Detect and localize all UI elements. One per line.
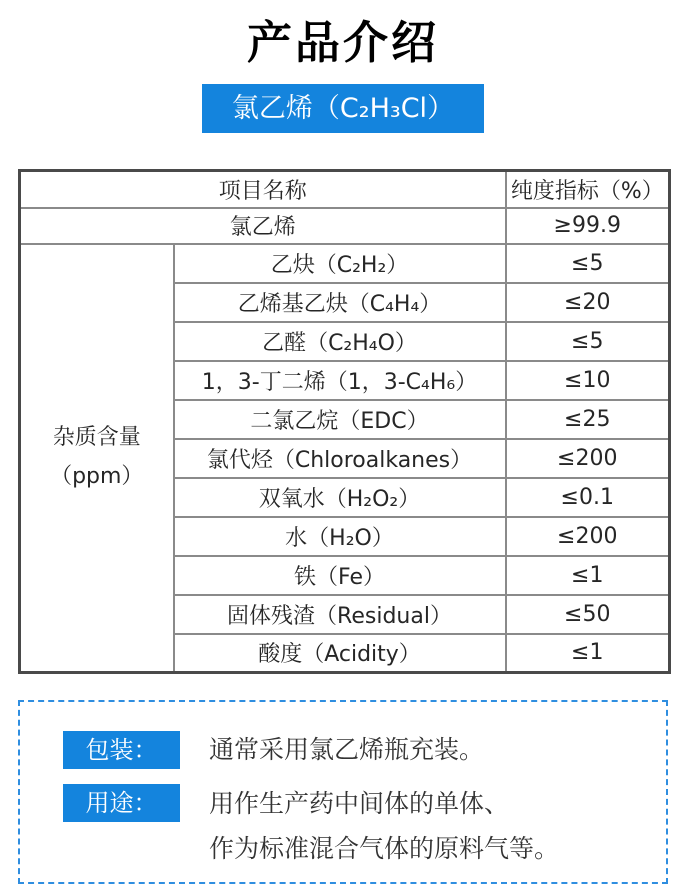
product-value-cell: ≥99.9 [506, 208, 670, 244]
impurity-value: ≤200 [506, 439, 670, 478]
product-name-cell: 氯乙烯 [20, 208, 506, 244]
impurity-value: ≤1 [506, 556, 670, 595]
usage-row [63, 784, 650, 871]
table-row [20, 244, 670, 283]
impurity-value: ≤20 [506, 283, 670, 322]
impurity-value: ≤1 [506, 634, 670, 673]
usage-text-line2: 作为标准混合气体的原料气等。 [209, 834, 560, 863]
impurity-name: 酸度（Acidity） [174, 634, 506, 673]
impurity-name: 乙炔（C₂H₂） [174, 244, 506, 283]
packaging-row [63, 731, 650, 769]
impurity-value: ≤5 [506, 322, 670, 361]
packaging-text: 通常采用氯乙烯瓶充装。 [209, 735, 485, 764]
impurity-name: 氯代烃（Chloroalkanes） [174, 439, 506, 478]
usage-text [209, 781, 559, 871]
impurity-group-cell [20, 244, 174, 673]
spec-table [18, 169, 671, 674]
packaging-label-badge: 包装： [63, 731, 180, 769]
impurity-name: 1，3-丁二烯（1，3-C₄H₆） [174, 361, 506, 400]
impurity-value: ≤10 [506, 361, 670, 400]
col-header-item-name: 项目名称 [20, 171, 506, 208]
table-row-product [20, 208, 670, 244]
product-name-badge: 氯乙烯（C₂H₃Cl） [202, 84, 484, 133]
col-header-purity: 纯度指标（%） [506, 171, 670, 208]
impurity-value: ≤5 [506, 244, 670, 283]
impurity-value: ≤50 [506, 595, 670, 634]
impurity-group-label: 杂质含量 [52, 425, 141, 451]
impurity-name: 二氯乙烷（EDC） [174, 400, 506, 439]
impurity-name: 双氧水（H₂O₂） [174, 478, 506, 517]
impurity-group-unit: （ppm） [50, 463, 144, 489]
impurity-name: 水（H₂O） [174, 517, 506, 556]
impurity-value: ≤0.1 [506, 478, 670, 517]
table-header-row [20, 171, 670, 208]
impurity-value: ≤25 [506, 400, 670, 439]
info-box [18, 700, 668, 884]
page-title: 产品介绍 [246, 16, 439, 69]
impurity-name: 乙烯基乙炔（C₄H₄） [174, 283, 506, 322]
usage-text-line1: 用作生产药中间体的单体、 [209, 789, 510, 818]
product-badge-row [0, 84, 686, 133]
impurity-name: 乙醛（C₂H₄O） [174, 322, 506, 361]
usage-label-badge: 用途： [63, 784, 180, 822]
impurity-value: ≤200 [506, 517, 670, 556]
impurity-name: 固体残渣（Residual） [174, 595, 506, 634]
impurity-name: 铁（Fe） [174, 556, 506, 595]
product-intro-page [0, 6, 686, 884]
